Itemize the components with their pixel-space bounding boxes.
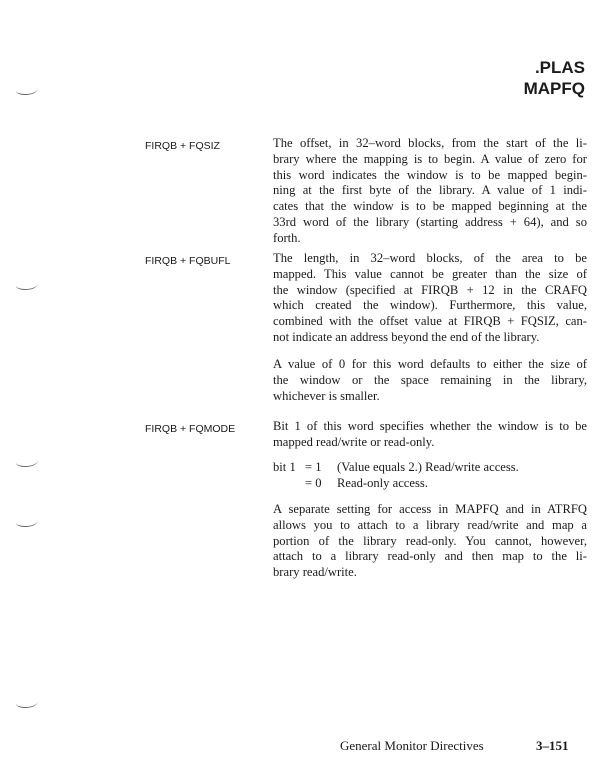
- binding-hole-mark: [16, 456, 38, 467]
- paragraph: [273, 251, 587, 346]
- text-line: ning at the first byte of the library. A value of 1 indi-: [273, 183, 587, 198]
- text-line: this word indicates the window is to be mapped begin-: [273, 167, 587, 182]
- text-line: A value of 0 for this word defaults to either the size of: [273, 357, 587, 371]
- paragraph: [273, 357, 587, 404]
- binding-hole-mark: [16, 279, 38, 290]
- text-line: combined with the offset value at FIRQB + FQSIZ, can-: [273, 314, 587, 329]
- text-line: The offset, in 32–word blocks, from the start of the li-: [273, 136, 587, 150]
- footer-chapter: General Monitor Directives: [340, 738, 484, 753]
- text-line: not indicate an address beyond the end of the library.: [273, 329, 540, 344]
- field-label: FIRQB + FQBUFL: [145, 255, 231, 267]
- text-line: attach to a library read-only and then map to the li-: [273, 549, 587, 564]
- text-line: which created the window). Furthermore, this value,: [273, 298, 587, 313]
- bit-value: = 1: [305, 460, 322, 474]
- bit-row: [273, 460, 519, 476]
- text-line: whichever is smaller.: [273, 388, 380, 403]
- bit-name: bit 1: [273, 460, 296, 474]
- field-label: FIRQB + FQSIZ: [145, 140, 220, 152]
- bit-row: [273, 476, 428, 492]
- text-line: mapped read/write or read-only.: [273, 434, 435, 449]
- text-line: portion of the library read-only. You cannot, however,: [273, 533, 587, 548]
- text-line: allows you to attach to a library read/write and map a: [273, 517, 587, 532]
- binding-hole-mark: [16, 697, 38, 708]
- text-line: the window or the space remaining in the library,: [273, 372, 587, 387]
- paragraph: [273, 419, 587, 451]
- bit-desc: Read-only access.: [337, 476, 428, 490]
- text-line: A separate setting for access in MAPFQ and in ATRFQ: [273, 502, 587, 516]
- text-line: Bit 1 of this word specifies whether the window is to be: [273, 419, 587, 433]
- binding-hole-mark: [16, 516, 38, 527]
- page-number: 3–151: [536, 738, 569, 753]
- bit-desc: (Value equals 2.) Read/write access.: [337, 460, 519, 474]
- page-title: MAPFQ: [523, 79, 585, 98]
- paragraph: [273, 136, 587, 247]
- binding-hole-mark: [16, 84, 38, 95]
- field-label: FIRQB + FQMODE: [145, 423, 236, 435]
- text-line: the window (specified at FIRQB + 12 in the CRAFQ: [273, 282, 587, 297]
- paragraph: [273, 502, 587, 581]
- text-line: brary read/write.: [273, 565, 357, 580]
- section-header: .PLAS: [534, 58, 585, 77]
- text-line: mapped. This value cannot be greater than the size of: [273, 266, 587, 281]
- text-line: brary where the mapping is to begin. A value of zero for: [273, 151, 587, 166]
- text-line: The length, in 32–word blocks, of the area to be: [273, 251, 587, 265]
- text-line: cates that the window is to be mapped beginning at the: [273, 199, 587, 214]
- bit-value: = 0: [305, 476, 322, 490]
- text-line: forth.: [273, 230, 301, 245]
- text-line: 33rd word of the library (starting address + 64), and so: [273, 214, 587, 229]
